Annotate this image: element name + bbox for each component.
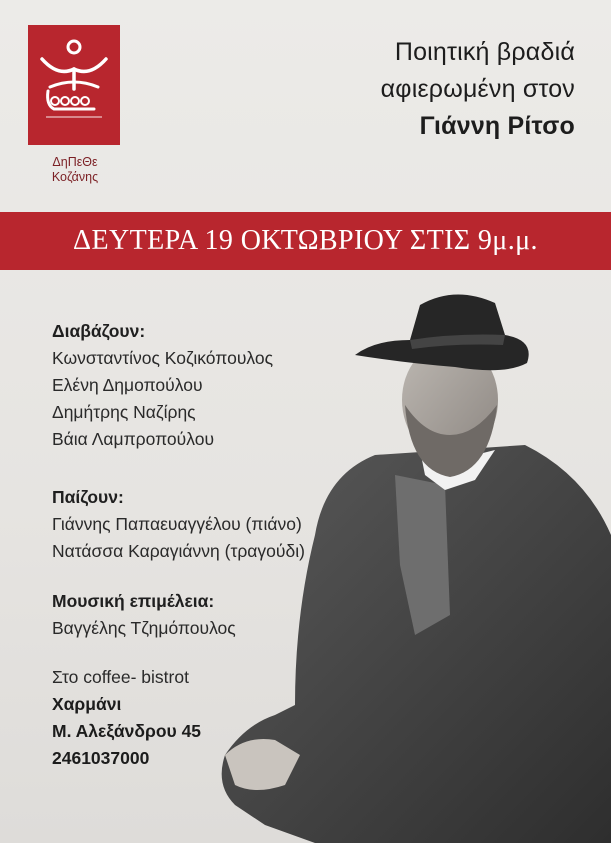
players-section <box>52 484 305 565</box>
title-line2: αφιερωμένη στον <box>380 75 575 103</box>
readers-section <box>52 318 273 453</box>
logo-line2: Κοζάνης <box>51 170 99 184</box>
music-name: Βαγγέλης Τζημόπουλος <box>52 618 236 638</box>
logo-line1: ΔηΠεΘε <box>52 155 98 169</box>
title-line3: Γιάννη Ρίτσο <box>419 112 575 140</box>
venue-section <box>52 664 201 772</box>
players-heading: Παίζουν: <box>52 487 124 507</box>
logo-caption <box>30 155 120 185</box>
music-section <box>52 588 236 642</box>
venue-name: Χαρμάνι <box>52 694 122 714</box>
poster-title <box>381 34 575 145</box>
player-name: Γιάννης Παπαευαγγέλου (πιάνο) <box>52 514 302 534</box>
theatre-logo <box>28 25 120 145</box>
player-name: Νατάσσα Καραγιάννη (τραγούδι) <box>52 541 305 561</box>
venue-address: Μ. Αλεξάνδρου 45 <box>52 721 202 741</box>
music-heading: Μουσική επιμέλεια: <box>52 591 215 611</box>
venue-phone: 2461037000 <box>52 748 150 768</box>
reader-name: Ελένη Δημοπούλου <box>52 375 203 395</box>
date-banner <box>0 212 611 270</box>
venue-intro: Στο coffee- bistrot <box>52 667 189 687</box>
title-line1: Ποιητική βραδιά <box>394 38 575 66</box>
reader-name: Κωνσταντίνος Κοζικόπουλος <box>52 348 274 368</box>
reader-name: Δημήτρης Ναζίρης <box>52 402 196 422</box>
readers-heading: Διαβάζουν: <box>52 321 146 341</box>
date-banner-text: ΔΕΥΤΕΡΑ 19 ΟΚΤΩΒΡΙΟΥ ΣΤΙΣ 9μ.μ. <box>73 225 538 256</box>
reader-name: Βάια Λαμπροπούλου <box>52 429 215 449</box>
